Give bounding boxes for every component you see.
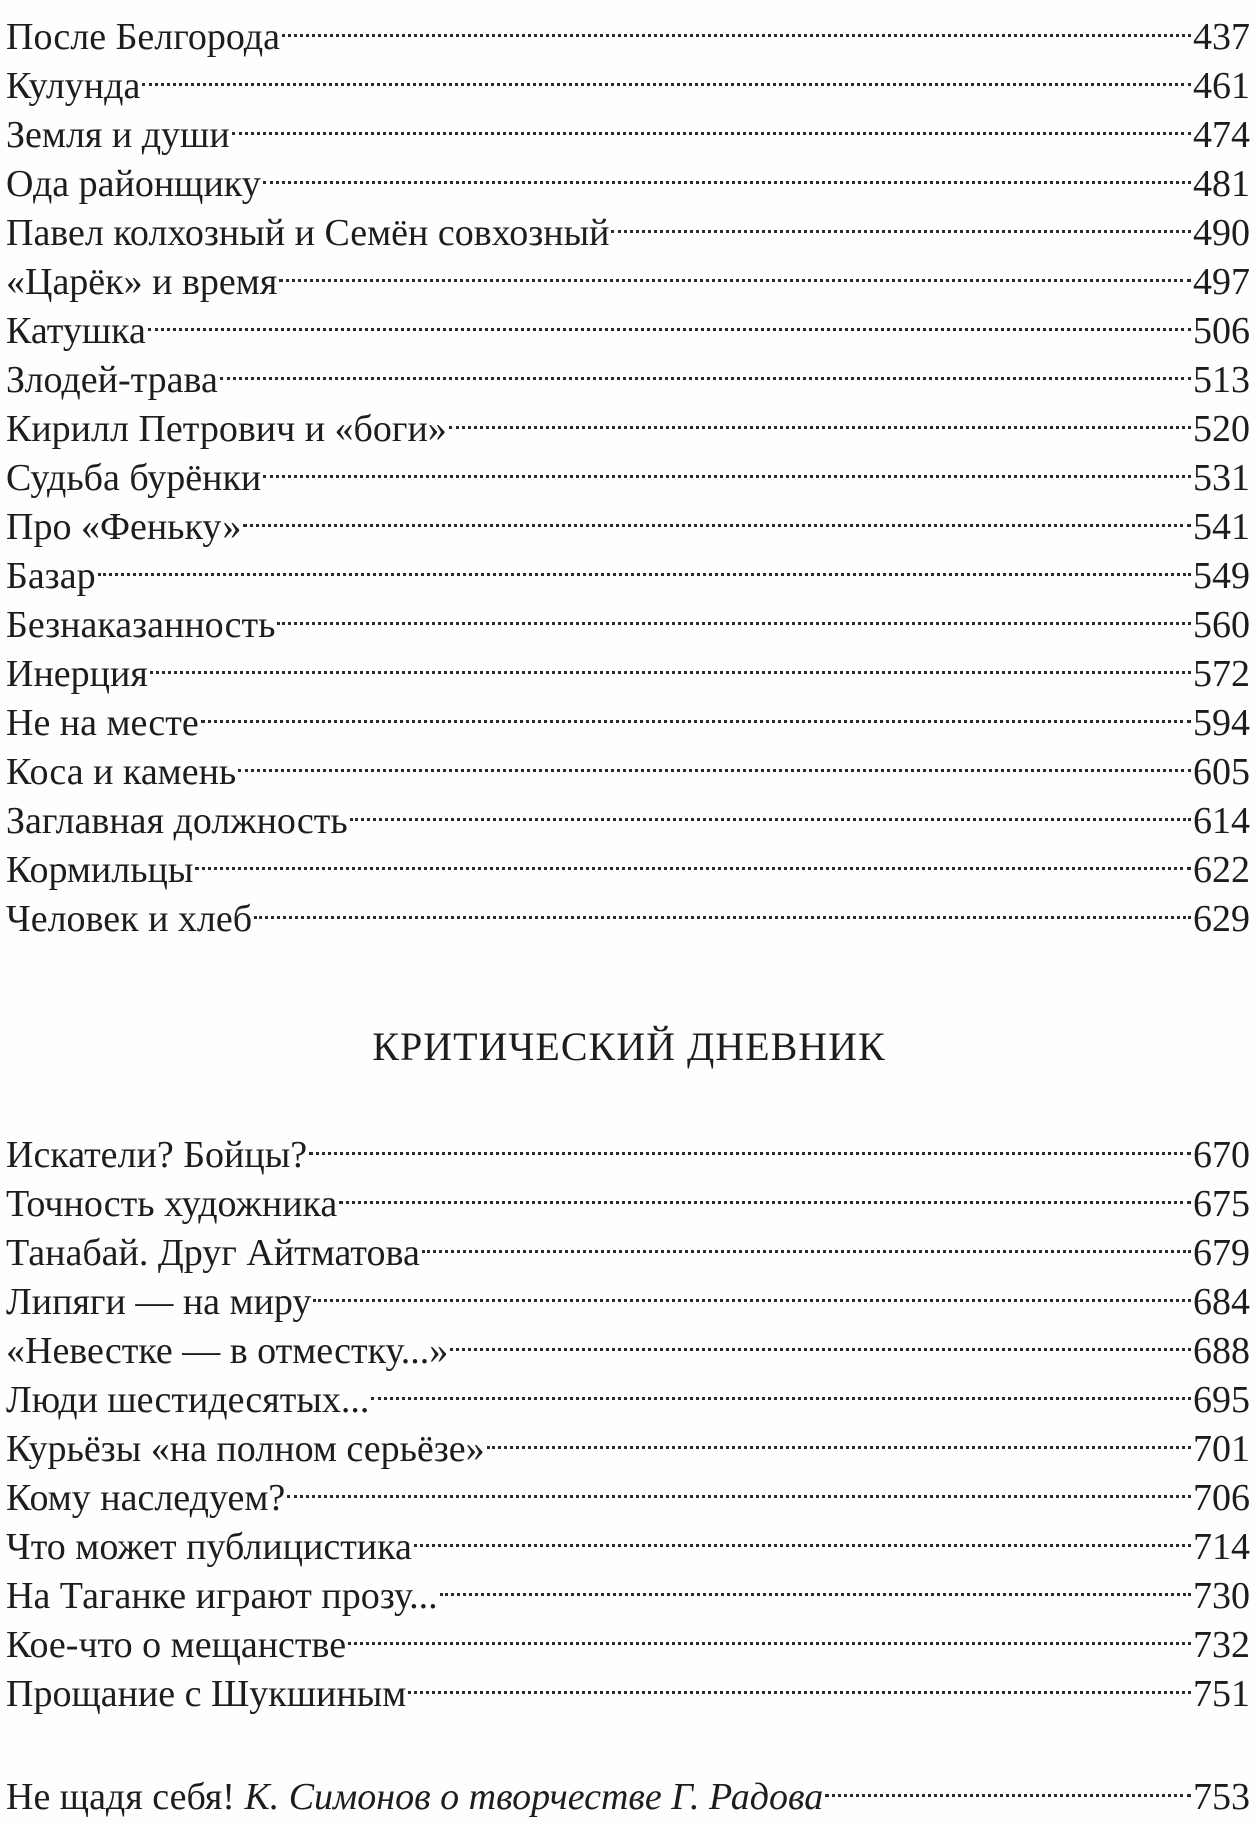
toc-entry[interactable]: [6, 0, 1250, 58]
dot-leader: [263, 441, 1191, 490]
toc-entry-title: Человек и хлеб: [6, 898, 253, 940]
toc-entry-page-number: 520: [1193, 408, 1250, 450]
dot-leader: [254, 882, 1191, 931]
toc-entry[interactable]: [6, 343, 1250, 401]
dot-leader: [825, 1760, 1191, 1809]
afterword-title-group: [6, 1773, 823, 1822]
toc-entry-page-number: 670: [1193, 1134, 1250, 1176]
dot-leader: [611, 196, 1191, 245]
toc-entry-page-number: 688: [1193, 1330, 1250, 1372]
toc-entry-page-number: 572: [1193, 653, 1250, 695]
toc-entry-title: Кому наследуем?: [6, 1477, 286, 1519]
toc-entry-page-number: 490: [1193, 212, 1250, 254]
afterword-page-number: 753: [1193, 1776, 1250, 1818]
toc-section-2: [6, 1118, 1250, 1715]
dot-leader: [350, 784, 1191, 833]
toc-entry-title: Судьба бурёнки: [6, 457, 262, 499]
toc-entry-title: Кормильцы: [6, 849, 194, 891]
toc-entry-page-number: 714: [1193, 1526, 1250, 1568]
toc-entry-page-number: 497: [1193, 261, 1250, 303]
dot-leader: [201, 686, 1191, 735]
toc-entry-page-number: 437: [1193, 16, 1250, 58]
dot-leader: [450, 1314, 1191, 1363]
toc-entry[interactable]: [6, 49, 1250, 107]
toc-entry[interactable]: [6, 539, 1250, 597]
toc-entry-page-number: 531: [1193, 457, 1250, 499]
toc-entry-title: «Невестке — в отместку...»: [6, 1330, 449, 1372]
dot-leader: [150, 637, 1191, 686]
toc-entry-title: Инерция: [6, 653, 148, 695]
toc-entry-title: Искатели? Бойцы?: [6, 1134, 308, 1176]
dot-leader: [279, 245, 1191, 294]
toc-entry-title: Курьёзы «на полном серьёзе»: [6, 1428, 485, 1470]
toc-entry-page-number: 629: [1193, 898, 1250, 940]
toc-entry-page-number: 481: [1193, 163, 1250, 205]
toc-entry-page-number: 622: [1193, 849, 1250, 891]
dot-leader: [408, 1657, 1191, 1706]
toc-entry[interactable]: [6, 686, 1250, 744]
toc-entry-title: Коса и камень: [6, 751, 237, 793]
toc-entry-page-number: 594: [1193, 702, 1250, 744]
toc-entry-page-number: 751: [1193, 1673, 1250, 1715]
dot-leader: [348, 1608, 1191, 1657]
dot-leader: [243, 490, 1191, 539]
toc-entry-title: Люди шестидесятых...: [6, 1379, 370, 1421]
dot-leader: [313, 1265, 1191, 1314]
toc-section-1: [6, 0, 1250, 940]
afterword-author-note: К. Симонов о творчестве Г. Радова: [244, 1776, 824, 1818]
toc-entry-page-number: 541: [1193, 506, 1250, 548]
toc-entry-page-number: 679: [1193, 1232, 1250, 1274]
toc-entry-page-number: 730: [1193, 1575, 1250, 1617]
toc-entry-page-number: 605: [1193, 751, 1250, 793]
toc-entry-title: Липяги — на миру: [6, 1281, 312, 1323]
toc-entry-title: Про «Феньку»: [6, 506, 242, 548]
dot-leader: [238, 735, 1191, 784]
toc-entry-title: Катушка: [6, 310, 146, 352]
toc-entry-title: Кулунда: [6, 65, 141, 107]
toc-entry-title: Кое-что о мещанстве: [6, 1624, 347, 1666]
dot-leader: [440, 1559, 1191, 1608]
toc-entry-page-number: 732: [1193, 1624, 1250, 1666]
dot-leader: [232, 98, 1191, 147]
dot-leader: [220, 343, 1191, 392]
dot-leader: [148, 294, 1191, 343]
dot-leader: [277, 588, 1191, 637]
dot-leader: [449, 392, 1191, 441]
toc-entry-title: Заглавная должность: [6, 800, 348, 842]
toc-entry-title: Базар: [6, 555, 96, 597]
dot-leader: [422, 1216, 1191, 1265]
toc-entry-page-number: 706: [1193, 1477, 1250, 1519]
dot-leader: [287, 1461, 1191, 1510]
toc-entry-title: Павел колхозный и Семён совхозный: [6, 212, 610, 254]
toc-entry[interactable]: [6, 294, 1250, 352]
dot-leader: [339, 1167, 1191, 1216]
afterword-entry[interactable]: [6, 1760, 1250, 1818]
toc-entry-title: Ода районщику: [6, 163, 261, 205]
toc-entry-page-number: 560: [1193, 604, 1250, 646]
toc-entry-title: Точность художника: [6, 1183, 338, 1225]
toc-entry[interactable]: [6, 588, 1250, 646]
toc-entry-title: Танабай. Друг Айтматова: [6, 1232, 420, 1274]
toc-entry-page-number: 675: [1193, 1183, 1250, 1225]
afterword-title: Не щадя себя!: [6, 1776, 235, 1818]
dot-leader: [98, 539, 1191, 588]
toc-entry-title: Кирилл Петрович и «боги»: [6, 408, 447, 450]
toc-entry[interactable]: [6, 1118, 1250, 1176]
dot-leader: [142, 49, 1191, 98]
toc-entry-page-number: 695: [1193, 1379, 1250, 1421]
toc-entry-title: После Белгорода: [6, 16, 280, 58]
dot-leader: [487, 1412, 1191, 1461]
toc-entry-page-number: 513: [1193, 359, 1250, 401]
toc-entry-title: На Таганке играют прозу...: [6, 1575, 438, 1617]
toc-entry-title: Прощание с Шукшиным: [6, 1673, 407, 1715]
toc-entry-page-number: 614: [1193, 800, 1250, 842]
toc-entry-page-number: 506: [1193, 310, 1250, 352]
toc-entry-title: Не на месте: [6, 702, 199, 744]
toc-entry-page-number: 461: [1193, 65, 1250, 107]
dot-leader: [371, 1363, 1191, 1412]
toc-entry-title: «Царёк» и время: [6, 261, 278, 303]
toc-entry-title: Безнаказанность: [6, 604, 276, 646]
toc-entry-page-number: 684: [1193, 1281, 1250, 1323]
dot-leader: [282, 0, 1191, 49]
toc-entry-page-number: 549: [1193, 555, 1250, 597]
toc-entry-title: Злодей-трава: [6, 359, 218, 401]
dot-leader: [263, 147, 1191, 196]
toc-entry-title: Земля и души: [6, 114, 230, 156]
dot-leader: [414, 1510, 1191, 1559]
toc-entry-page-number: 701: [1193, 1428, 1250, 1470]
toc-entry[interactable]: [6, 98, 1250, 156]
dot-leader: [195, 833, 1191, 882]
dot-leader: [309, 1118, 1191, 1167]
section-heading: КРИТИЧЕСКИЙ ДНЕВНИК: [372, 1024, 886, 1069]
toc-entry-page-number: 474: [1193, 114, 1250, 156]
toc-entry[interactable]: [6, 637, 1250, 695]
toc-entry-title: Что может публицистика: [6, 1526, 412, 1568]
